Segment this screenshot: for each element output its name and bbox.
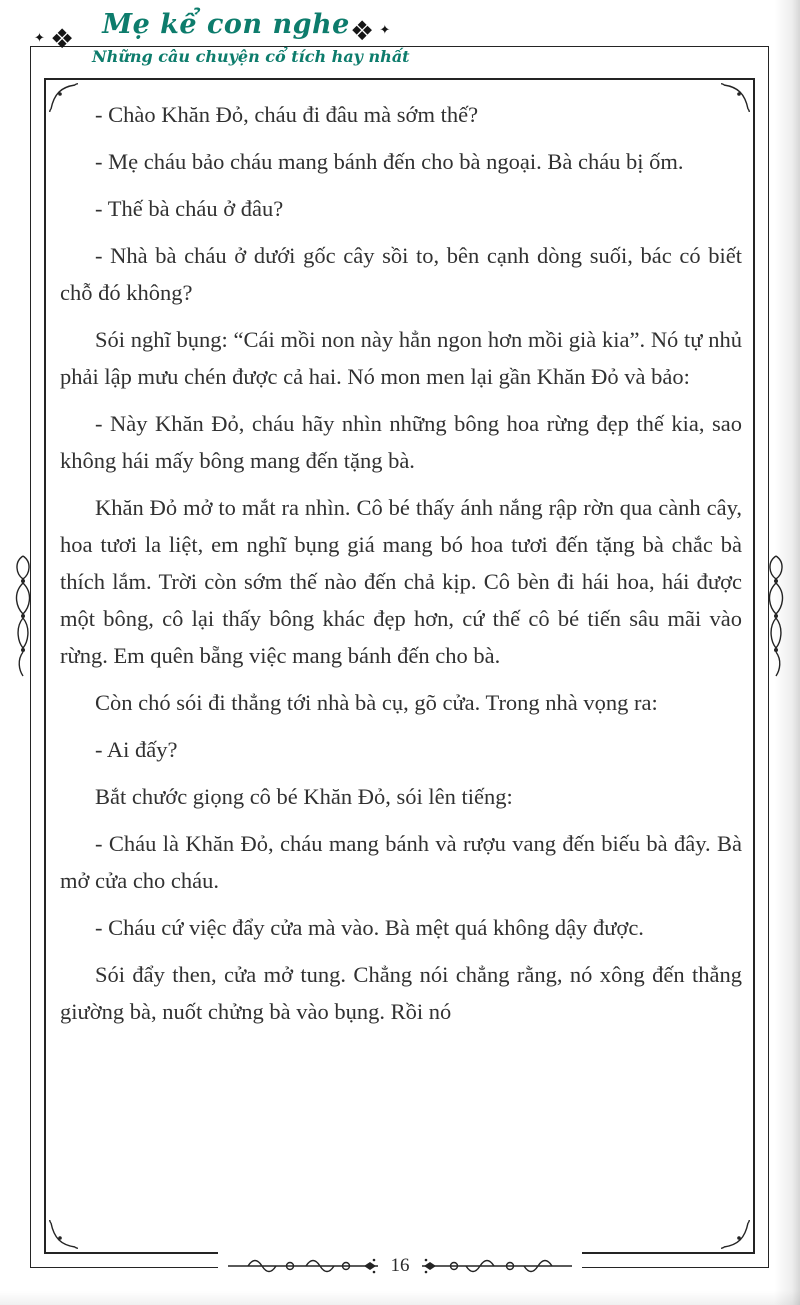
page-number: 16	[390, 1255, 410, 1276]
story-paragraph: - Ai đấy?	[95, 737, 178, 762]
footer-flourish-icon	[422, 1256, 572, 1276]
corner-ornament-icon	[48, 1220, 78, 1250]
story-paragraph: - Mẹ cháu bảo cháu mang bánh đến cho bà ngoại. Bà cháu bị ốm.	[95, 149, 684, 174]
star-icon: ✦	[379, 23, 391, 38]
book-subtitle: Những câu chuyện cổ tích hay nhất	[92, 47, 410, 66]
story-text-block	[60, 96, 742, 1040]
footer-flourish-icon	[228, 1256, 378, 1276]
story-paragraph: - Thế bà cháu ở đâu?	[95, 196, 284, 221]
diamond-ornament-icon: ❖	[350, 16, 375, 47]
side-scroll-ornament-icon	[761, 552, 791, 680]
side-scroll-ornament-icon	[8, 552, 38, 680]
page-footer	[0, 1251, 800, 1281]
header-ornament-left	[34, 24, 74, 55]
page-header	[92, 9, 410, 70]
story-paragraph: - Chào Khăn Đỏ, cháu đi đâu mà sớm thế?	[95, 102, 479, 127]
story-paragraph: Sói đẩy then, cửa mở tung. Chẳng nói chẳng rằng, nó xông đến thẳng giường bà, nuốt chửng bà vào bụng. Rồi nó	[60, 962, 742, 1024]
story-paragraph: Khăn Đỏ mở to mắt ra nhìn. Cô bé thấy ánh nắng rập rờn qua cành cây, hoa tươi la liệt, em nghĩ bụng giá mang bó hoa tươi đến tặng bà chắc bà thích lắm. Trời còn sớm thế nào đến chả kịp. Cô bèn đi hái hoa, hái được một bông, cô lại thấy bông khác đẹp hơn, cứ thế cô bé tiến sâu mãi vào rừng. Em quên bẵng việc mang bánh đến cho bà.	[60, 495, 742, 668]
story-paragraph: - Cháu là Khăn Đỏ, cháu mang bánh và rượu vang đến biếu bà đây. Bà mở cửa cho cháu.	[60, 831, 742, 893]
story-paragraph: Bắt chước giọng cô bé Khăn Đỏ, sói lên tiếng:	[95, 784, 513, 809]
star-icon: ✦	[34, 31, 45, 46]
footer-ornament-group	[218, 1251, 582, 1281]
story-paragraph: - Nhà bà cháu ở dưới gốc cây sồi to, bên cạnh dòng suối, bác có biết chỗ đó không?	[60, 243, 742, 305]
story-paragraph: Còn chó sói đi thẳng tới nhà bà cụ, gõ cửa. Trong nhà vọng ra:	[95, 690, 658, 715]
story-paragraph: - Cháu cứ việc đẩy cửa mà vào. Bà mệt quá không dậy được.	[95, 915, 644, 940]
story-paragraph: Sói nghĩ bụng: “Cái mồi non này hẳn ngon hơn mồi già kia”. Nó tự nhủ phải lập mưu chén được cả hai. Nó mon men lại gần Khăn Đỏ và bảo:	[60, 327, 742, 389]
book-title: Mẹ kể con nghe	[102, 9, 350, 40]
diamond-ornament-icon: ❖	[50, 24, 75, 55]
header-ornament-right	[350, 16, 390, 47]
story-paragraph: - Này Khăn Đỏ, cháu hãy nhìn những bông hoa rừng đẹp thế kia, sao không hái mấy bông mang đến tặng bà.	[60, 411, 742, 473]
corner-ornament-icon	[721, 1220, 751, 1250]
